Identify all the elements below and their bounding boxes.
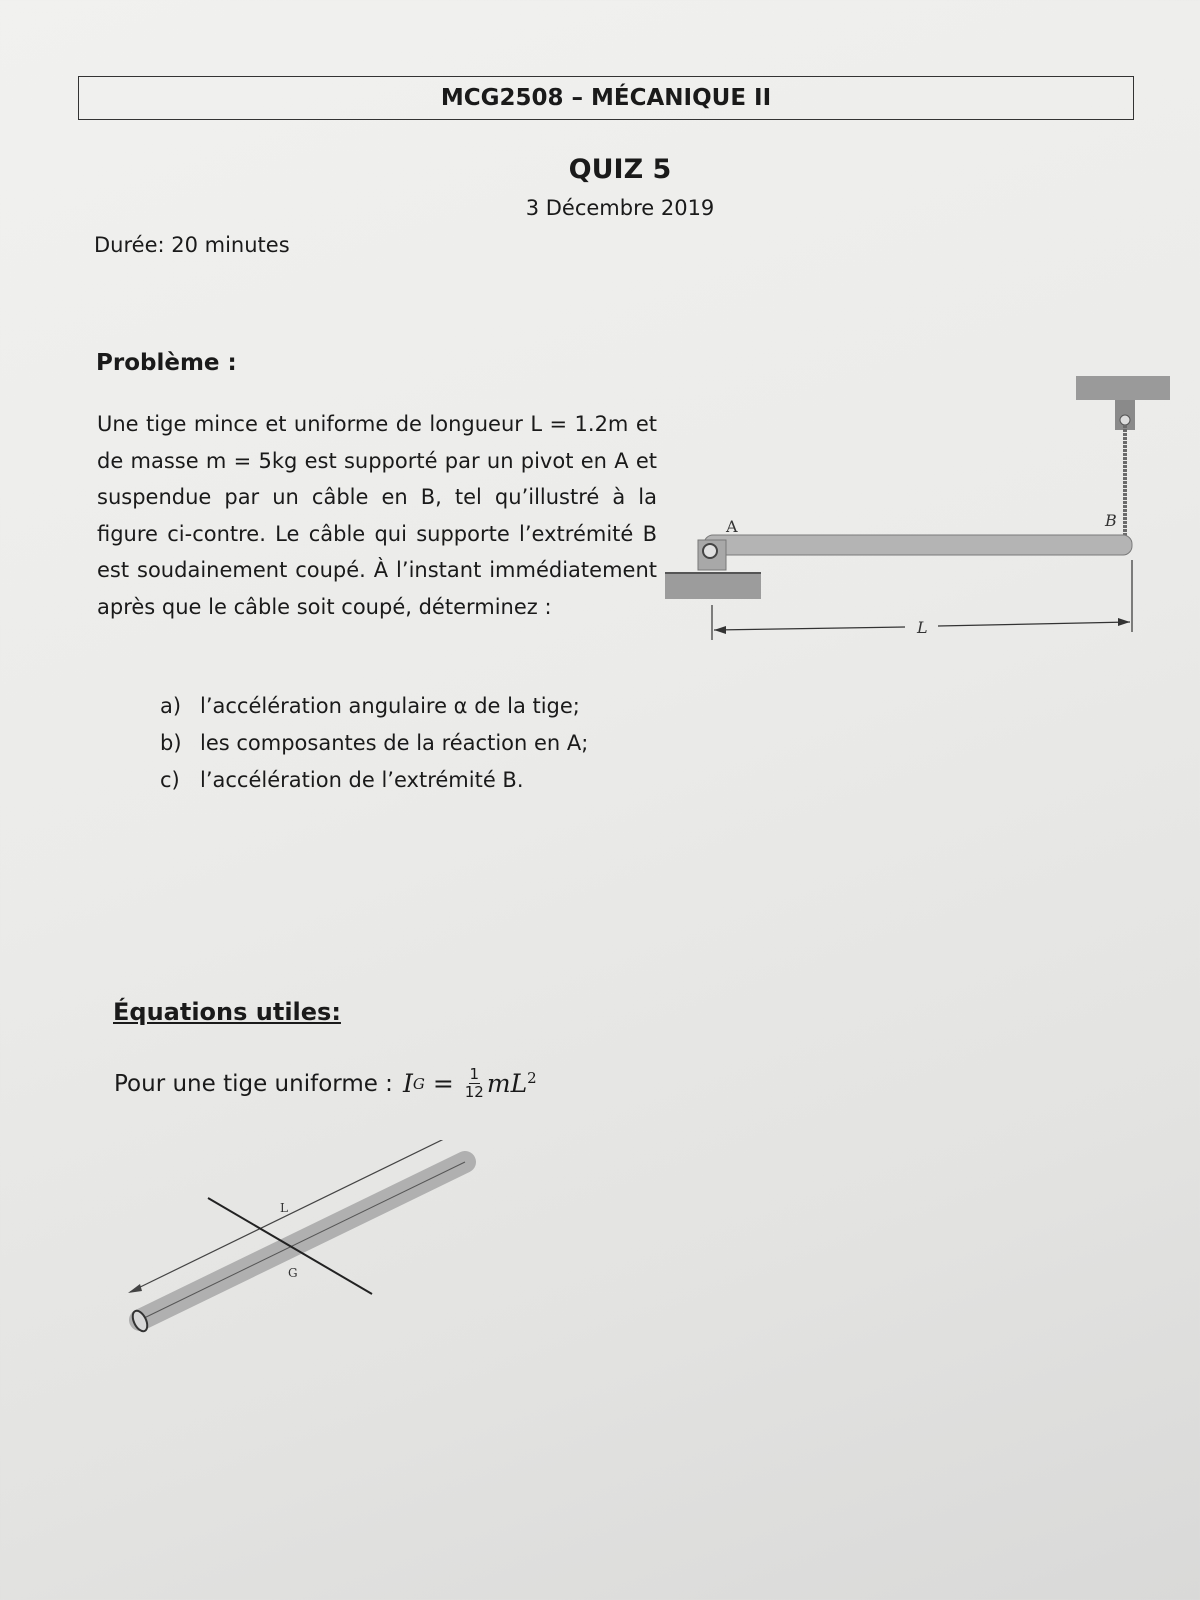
pivot-pin: [703, 544, 717, 558]
question-b: [160, 725, 588, 762]
equals-sign: =: [432, 1069, 454, 1098]
quiz-title: QUIZ 5: [568, 154, 672, 185]
question-c: [160, 762, 588, 799]
rod-label-length: L: [280, 1201, 288, 1215]
label-length: L: [917, 618, 928, 637]
rod-pivot-figure: [660, 370, 1200, 660]
problem-heading: Problème :: [96, 350, 237, 376]
course-title-box: [78, 76, 1134, 120]
uniform-rod-sketch: [110, 1140, 490, 1360]
question-marker: c): [160, 768, 180, 792]
quiz-duration: Durée: 20 minutes: [94, 233, 290, 257]
dimension-line-right: [938, 622, 1130, 626]
question-a: [160, 688, 588, 725]
inertia-subscript: G: [412, 1074, 425, 1093]
ceiling-support: [1076, 376, 1170, 400]
problem-statement: Une tige mince et uniforme de longueur L = 1.2m et de masse m = 5kg est supporté par un pivot en A et suspendue par un câble en B, tel qu’illustré à la figure ci-contre. Le câble qui supporte l’extrémité B est soudainement coupé. À l’instant immédiatement après que le câble soit coupé, déterminez :: [97, 412, 657, 619]
equations-heading: Équations utiles:: [113, 998, 341, 1026]
exponent: 2: [527, 1068, 537, 1087]
fraction: [465, 1066, 484, 1101]
course-title: MCG2508 – MÉCANIQUE II: [440, 85, 772, 111]
equation-prefix: Pour une tige uniforme :: [114, 1070, 393, 1097]
rod: [704, 535, 1132, 555]
dimension-arrow-right: [1118, 618, 1130, 626]
ground-support: [665, 573, 761, 599]
question-text: l’accélération angulaire α de la tige;: [200, 694, 580, 718]
question-list: [160, 688, 588, 799]
fraction-denominator: 12: [464, 1083, 484, 1101]
inertia-symbol: I: [402, 1069, 413, 1098]
rod-label-center: G: [288, 1266, 298, 1280]
fraction-numerator: 1: [469, 1065, 480, 1083]
mass-length-term: mL: [486, 1069, 528, 1098]
length-arrow-left: [128, 1284, 142, 1293]
label-a: A: [726, 517, 738, 536]
quiz-date: 3 Décembre 2019: [525, 196, 715, 220]
dimension-line-left: [714, 627, 905, 630]
question-text: les composantes de la réaction en A;: [200, 731, 589, 755]
label-b: B: [1105, 511, 1117, 530]
question-text: l’accélération de l’extrémité B.: [200, 768, 524, 792]
rod-axis: [140, 1162, 465, 1320]
cable-pin: [1120, 415, 1130, 425]
question-marker: a): [160, 694, 182, 718]
question-marker: b): [160, 731, 182, 755]
dimension-arrow-left: [714, 626, 726, 634]
inertia-equation: [114, 1066, 537, 1101]
